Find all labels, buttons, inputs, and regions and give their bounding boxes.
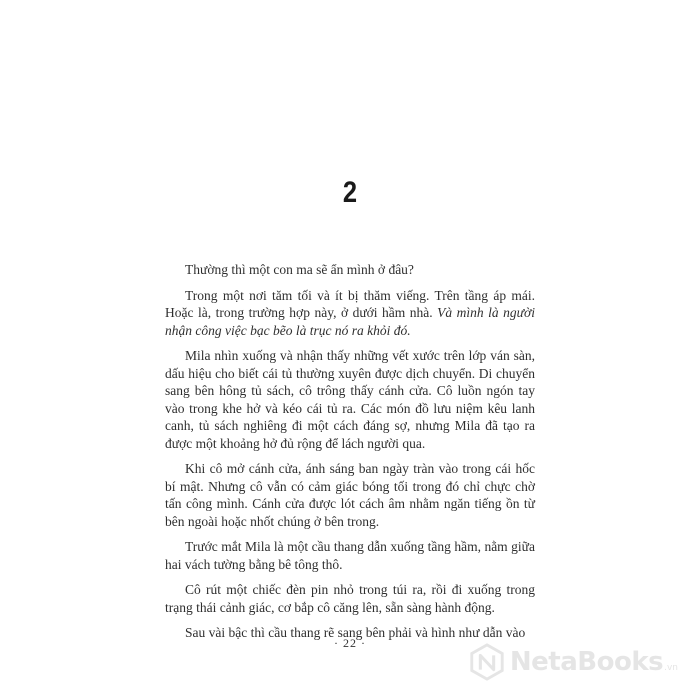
paragraph-4: Khi cô mở cánh cửa, ánh sáng ban ngày tràn vào trong cái hốc bí mật. Nhưng cô vẫn có cảm giác bóng tối trong đó chỉ chực chờ tấn công mình. Cánh cửa được lót cách âm nhằm ngăn tiếng ồn từ bên ngoài hoặc nhốt chúng ở bên trong.	[165, 461, 535, 529]
paragraph-2-italic: Và mình là người nhận công việc bạc bẽo là trục nó ra khỏi đó.	[165, 305, 535, 338]
paragraph-5: Trước mắt Mila là một cầu thang dẫn xuống tầng hầm, nằm giữa hai vách tường bằng bê tông thô.	[165, 539, 535, 572]
paragraph-6: Cô rút một chiếc đèn pin nhỏ trong túi ra, rồi đi xuống trong trạng thái cảnh giác, cơ bắp cô căng lên, sẵn sàng hành động.	[165, 582, 535, 615]
paragraph-7: Sau vài bậc thì cầu thang rẽ sang bên phải và hình như dẫn vào	[185, 625, 526, 640]
chapter-number: 2	[342, 176, 358, 209]
watermark	[468, 642, 678, 682]
body-text	[165, 261, 535, 642]
paragraph-2-text: Trong một nơi tăm tối và ít bị thăm viếng. Trên tầng áp mái. Hoặc là, trong trường hợp này, ở dưới hầm nhà.	[165, 287, 535, 320]
paragraph-1: Thường thì một con ma sẽ ẩn mình ở đâu?	[185, 262, 414, 277]
watermark-brand: NetaBooks	[509, 647, 664, 677]
page-number: · 22 ·	[334, 636, 366, 650]
paragraph-3: Mila nhìn xuống và nhận thấy những vết xước trên lớp ván sàn, dấu hiệu cho biết cái tủ thường xuyên được dịch chuyển. Di chuyển sang bên hông tủ sách, cô trông thấy cánh cửa. Cô luồn ngón tay vào trong khe hở và kéo cái tủ ra. Các món đồ lưu niệm kêu lanh canh, tủ sách nghiêng đi một cách đáng sợ, nhưng Mila đã tạo ra được một khoảng hở đủ rộng để lách người qua.	[165, 348, 535, 451]
netabooks-logo-icon	[468, 643, 506, 681]
paragraph-2	[165, 287, 535, 340]
watermark-suffix: .vn	[664, 663, 678, 673]
